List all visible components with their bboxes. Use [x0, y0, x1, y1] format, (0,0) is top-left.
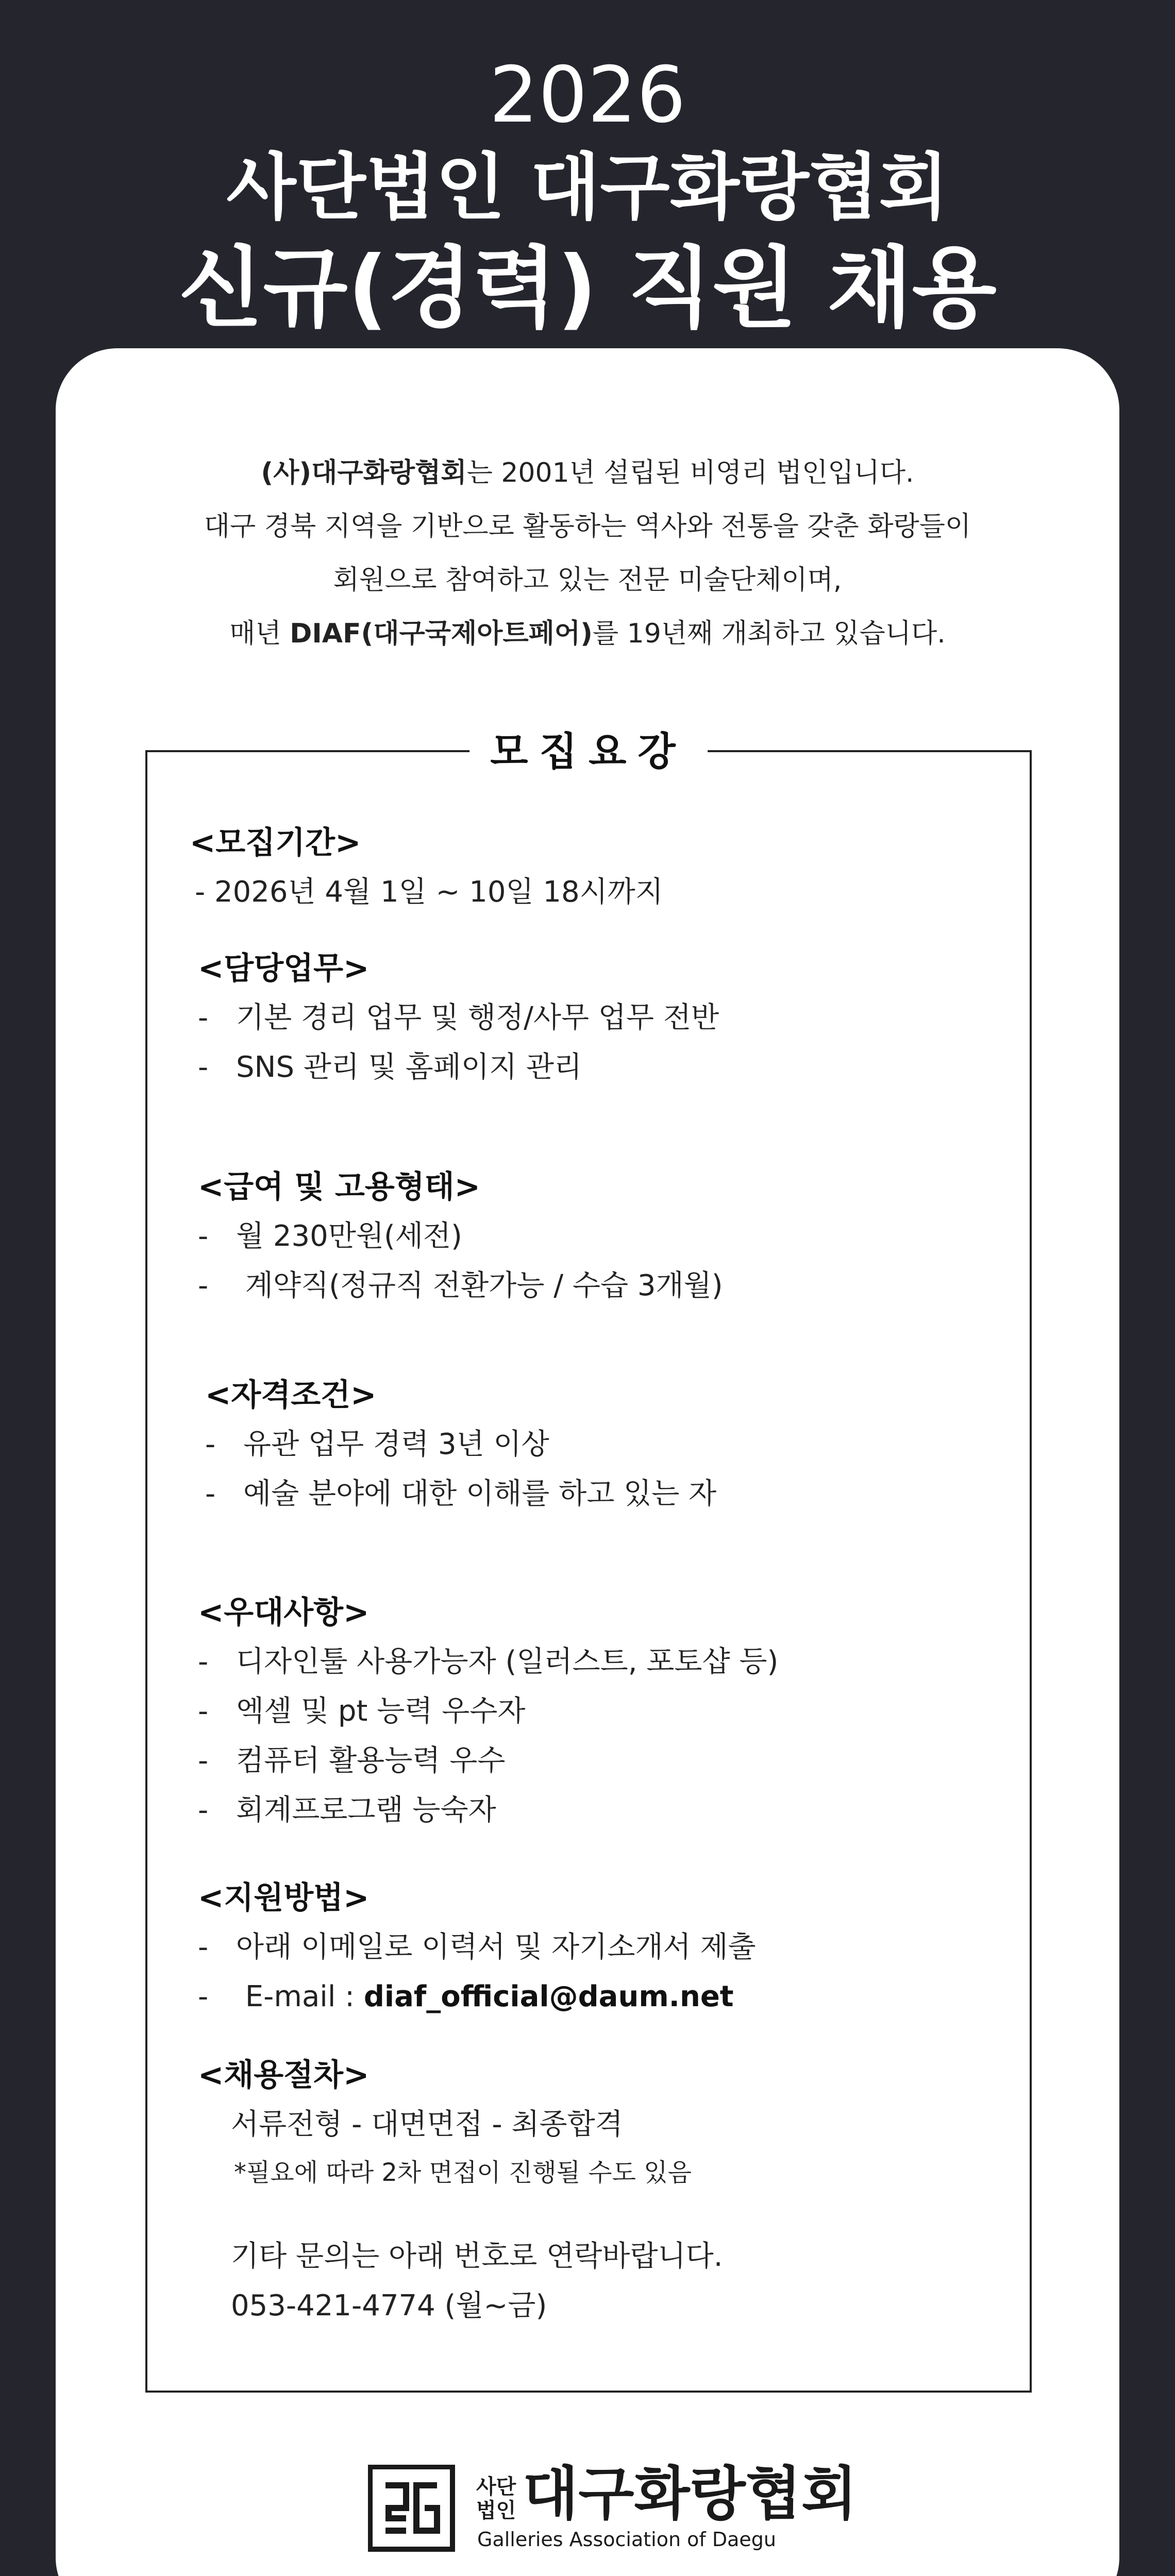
- dash: -: [198, 1793, 209, 1827]
- recruitment-title: 모집요강: [469, 723, 708, 780]
- list-item: [205, 1420, 716, 1469]
- section-heading: <채용절차>: [198, 2057, 370, 2093]
- list-item-text: 아래 이메일로 이력서 및 자기소개서 제출: [236, 1930, 756, 1964]
- list-item: [198, 1736, 778, 1786]
- intro-text: [56, 446, 1119, 660]
- list-item: [198, 1261, 723, 1311]
- logo-name: 대구화랑협회: [523, 2461, 858, 2528]
- list-item: [198, 1786, 778, 1835]
- section-heading: <급여 및 고용형태>: [198, 1169, 481, 1205]
- dash: -: [198, 1645, 209, 1679]
- intro-line-1-rest: 는 2001년 설립된 비영리 법인입니다.: [466, 457, 914, 488]
- list-item-text: 엑셀 및 pt 능력 우수자: [236, 1694, 526, 1728]
- process-steps: 서류전형 - 대면면접 - 최종합격: [231, 2108, 623, 2141]
- email-label: E-mail :: [236, 1980, 364, 2013]
- email-link[interactable]: diaf_official@daum.net: [363, 1980, 734, 2013]
- section-qualification: [205, 1370, 716, 1519]
- intro-line-2: 대구 경북 지역을 기반으로 활동하는 역사와 전통을 갖춘 화랑들이: [204, 511, 971, 542]
- dash: -: [205, 1428, 216, 1461]
- list-item: [198, 1637, 778, 1687]
- intro-line-4: [56, 607, 1119, 660]
- list-item: [198, 1923, 756, 1972]
- intro-diaf: DIAF(대구국제아트페어): [290, 618, 593, 649]
- logo-small-text: 사단 법인: [476, 2475, 516, 2522]
- intro-line-4-post: 를 19년째 개최하고 있습니다.: [592, 618, 946, 649]
- list-item: [198, 1043, 719, 1092]
- list-item-text: 컴퓨터 활용능력 우수: [236, 1744, 506, 1777]
- dash: -: [198, 1050, 209, 1084]
- dash: -: [198, 1001, 209, 1035]
- list-item-text: 예술 분야에 대한 이해를 하고 있는 자: [243, 1477, 717, 1511]
- dash: -: [198, 1269, 209, 1302]
- process-note: *필요에 따라 2차 면접이 진행될 수도 있음: [234, 2158, 692, 2187]
- page-title: 신규(경력) 직원 채용: [178, 238, 997, 340]
- intro-line-4-pre: 매년: [229, 618, 290, 649]
- header-year: 2026: [489, 50, 686, 140]
- list-item: [198, 1687, 778, 1736]
- association-logo: [368, 2461, 858, 2552]
- section-heading: <우대사항>: [198, 1595, 370, 1631]
- section-apply: [198, 1873, 756, 2022]
- section-period: [190, 818, 663, 917]
- logo-mark-icon: [368, 2465, 461, 2552]
- section-heading: <모집기간>: [190, 825, 361, 861]
- list-item: [198, 993, 719, 1043]
- list-item: [198, 1212, 723, 1261]
- recruitment-box: [145, 728, 1032, 2393]
- dash: -: [205, 1477, 216, 1511]
- section-duties: [198, 944, 719, 1092]
- dash: -: [198, 1930, 209, 1964]
- list-item-text: 기본 경리 업무 및 행정/사무 업무 전반: [236, 1001, 719, 1035]
- section-heading: <자격조건>: [205, 1377, 377, 1413]
- section-process: [198, 2050, 723, 2331]
- list-item: [205, 1469, 716, 1519]
- dash: -: [198, 1219, 209, 1253]
- intro-line-3: 회원으로 참여하고 있는 전문 미술단체이며,: [333, 565, 842, 596]
- list-item-text: SNS 관리 및 홈페이지 관리: [236, 1050, 582, 1084]
- logo-english: Galleries Association of Daegu: [477, 2528, 776, 2551]
- contact-text: 기타 문의는 아래 번호로 연락바랍니다.: [231, 2240, 723, 2273]
- list-item-text: 계약직(정규직 전환가능 / 수습 3개월): [236, 1269, 723, 1302]
- period-item: - 2026년 4월 1일 ~ 10일 18시까지: [195, 875, 663, 909]
- dash: -: [198, 1694, 209, 1728]
- header-org: 사단법인 대구화랑협회: [226, 146, 949, 230]
- list-item-text: 유관 업무 경력 3년 이상: [243, 1428, 549, 1461]
- dash: -: [198, 1744, 209, 1777]
- list-item-text: 회계프로그램 능숙자: [236, 1793, 496, 1827]
- list-item: [198, 1972, 756, 2022]
- section-preference: [198, 1588, 778, 1835]
- list-item-text: 디자인툴 사용가능자 (일러스트, 포토샵 등): [236, 1645, 779, 1679]
- intro-line-1: [56, 446, 1119, 500]
- list-item-text: 월 230만원(세전): [236, 1219, 462, 1253]
- intro-org-name: (사)대구화랑협회: [261, 457, 467, 488]
- contact-phone: 053-421-4774 (월~금): [231, 2289, 547, 2323]
- page-header: [0, 52, 1175, 340]
- dash: -: [198, 1980, 209, 2013]
- content-card: [56, 348, 1119, 2576]
- section-heading: <담당업무>: [198, 951, 370, 987]
- section-salary: [198, 1162, 723, 1311]
- section-heading: <지원방법>: [198, 1880, 370, 1916]
